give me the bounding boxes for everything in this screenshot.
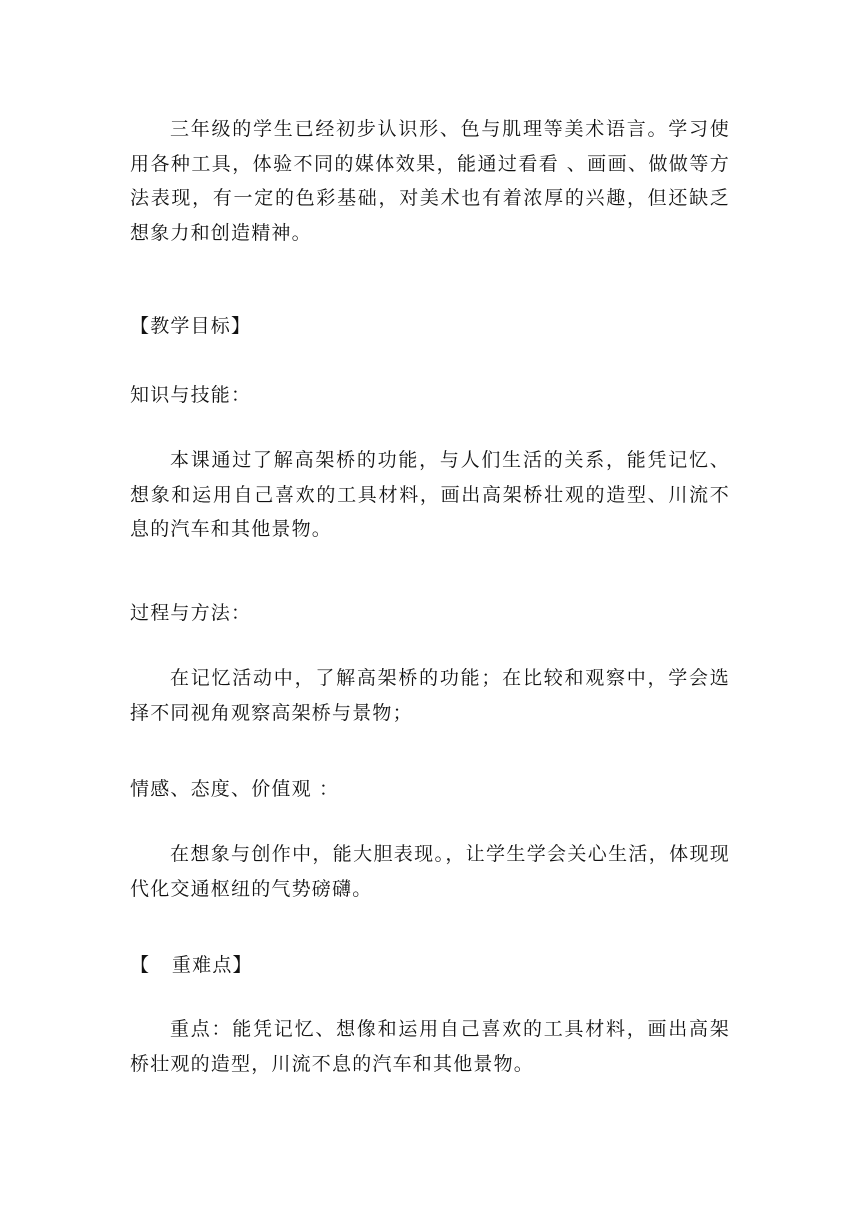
process-methods-heading: 过程与方法： <box>130 602 252 624</box>
emotion-values-paragraph: 在想象与创作中，能大胆表现。，让学生学会关心生活，体现现代化交通枢纽的气势磅礴。 <box>130 843 730 900</box>
objectives-heading: 【教学目标】 <box>130 315 252 337</box>
emotion-values-heading: 情感、态度、价值观 ： <box>130 778 340 800</box>
knowledge-skills-heading: 知识与技能： <box>130 384 252 406</box>
key-points-paragraph: 重点：能凭记忆、想像和运用自己喜欢的工具材料，画出高架桥壮观的造型，川流不息的汽车和其他景物。 <box>130 1018 730 1075</box>
student-analysis-paragraph: 三年级的学生已经初步认识形、色与肌理等美术语言。学习使用各种工具，体验不同的媒体效果，能通过看看 、画画、做做等方法表现，有一定的色彩基础，对美术也有着浓厚的兴趣，但还缺乏想象力和创造精神。 <box>130 118 730 244</box>
knowledge-skills-paragraph: 本课通过了解高架桥的功能，与人们生活的关系，能凭记忆、想象和运用自己喜欢的工具材料，画出高架桥壮观的造型、川流不息的汽车和其他景物。 <box>130 449 730 540</box>
process-methods-paragraph: 在记忆活动中，了解高架桥的功能；在比较和观察中，学会选择不同视角观察高架桥与景物； <box>130 667 730 724</box>
key-points-heading: 【 重难点】 <box>130 954 253 976</box>
